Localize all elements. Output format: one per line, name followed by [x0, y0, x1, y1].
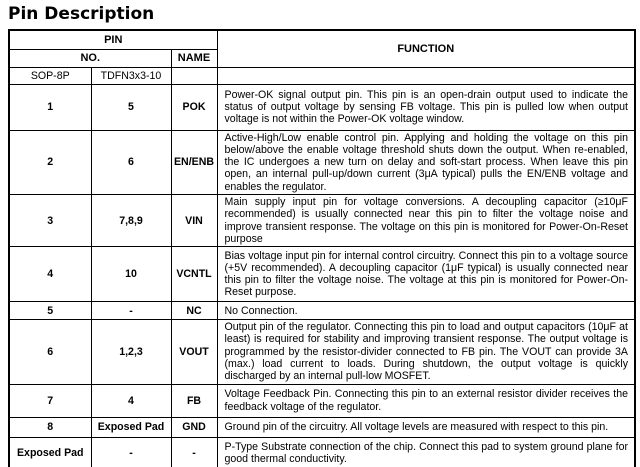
table-row	[9, 437, 635, 467]
header-row-pin	[9, 30, 635, 49]
cell-function: P-Type Substrate connection of the chip. Connect this pad to system ground plane for good thermal conductivity.	[217, 437, 635, 467]
cell-sop-8p: 4	[9, 247, 91, 302]
table-row	[9, 384, 635, 417]
header-no: NO.	[9, 49, 171, 67]
cell-tdfn3x3-10: Exposed Pad	[91, 417, 171, 437]
page-title: Pin Description	[8, 4, 155, 24]
table-row	[9, 247, 635, 302]
cell-pin-name: -	[171, 437, 217, 467]
cell-function: Power-OK signal output pin. This pin is an open-drain output used to indicate the status of output voltage by sensing FB voltage. This pin is pulled low when output voltage is not within the Power-OK voltage window.	[217, 84, 635, 130]
table-row	[9, 417, 635, 437]
cell-sop-8p: 5	[9, 302, 91, 320]
cell-function: Active-High/Low enable control pin. Applying and holding the voltage on this pin below/above the enable voltage threshold shuts down the output. When re-enabled, the IC undergoes a new turn on delay and soft-start process. When leave this pin open, an internal pull-up/down current (3μA typical) pulls the EN/ENB voltage and enables the regulator.	[217, 130, 635, 194]
header-row-packages	[9, 67, 635, 84]
cell-pin-name: POK	[171, 84, 217, 130]
cell-pin-name: VCNTL	[171, 247, 217, 302]
header-name: NAME	[171, 49, 217, 67]
cell-function: Output pin of the regulator. Connecting this pin to load and output capacitors (10μF at least) is required for stability and improving transient response. The output voltage is programmed by the resistor-divider connected to FB pin. The VOUT can provide 3A (max.) load current to loads. During shutdown, the output voltage is quickly discharged by an internal pull-low MOSFET.	[217, 320, 635, 384]
cell-tdfn3x3-10: 10	[91, 247, 171, 302]
cell-pin-name: VIN	[171, 194, 217, 246]
cell-pin-name: VOUT	[171, 320, 217, 384]
header-pin: PIN	[9, 30, 217, 49]
cell-pin-name: EN/ENB	[171, 130, 217, 194]
cell-tdfn3x3-10: 4	[91, 384, 171, 417]
cell-tdfn3x3-10: 6	[91, 130, 171, 194]
cell-function: No Connection.	[217, 302, 635, 320]
cell-sop-8p: Exposed Pad	[9, 437, 91, 467]
header-function: FUNCTION	[217, 30, 635, 67]
cell-sop-8p: 8	[9, 417, 91, 437]
table-row	[9, 84, 635, 130]
table-row	[9, 302, 635, 320]
cell-tdfn3x3-10: -	[91, 437, 171, 467]
cell-pin-name: FB	[171, 384, 217, 417]
table-row	[9, 320, 635, 384]
header-function-spacer	[217, 67, 635, 84]
header-tdfn3x3-10: TDFN3x3-10	[91, 67, 171, 84]
cell-tdfn3x3-10: -	[91, 302, 171, 320]
cell-sop-8p: 7	[9, 384, 91, 417]
cell-sop-8p: 1	[9, 84, 91, 130]
cell-sop-8p: 3	[9, 194, 91, 246]
cell-tdfn3x3-10: 5	[91, 84, 171, 130]
cell-function: Ground pin of the circuitry. All voltage levels are measured with respect to this pin.	[217, 417, 635, 437]
cell-pin-name: NC	[171, 302, 217, 320]
cell-sop-8p: 2	[9, 130, 91, 194]
cell-sop-8p: 6	[9, 320, 91, 384]
cell-function: Main supply input pin for voltage conversions. A decoupling capacitor (≥10μF recommended) is usually connected near this pin to filter the voltage noise and improve transient response. The voltage on this pin is monitored for Power-On-Reset purpose	[217, 194, 635, 246]
cell-function: Bias voltage input pin for internal control circuitry. Connect this pin to a voltage source (+5V recommended). A decoupling capacitor (1μF typical) is usually connected near this pin to filter the voltage noise. The voltage at this pin is monitored for Power-On-Reset purpose.	[217, 247, 635, 302]
cell-tdfn3x3-10: 7,8,9	[91, 194, 171, 246]
cell-function: Voltage Feedback Pin. Connecting this pin to an external resistor divider receives the feedback voltage of the regulator.	[217, 384, 635, 417]
table-row	[9, 130, 635, 194]
header-sop-8p: SOP-8P	[9, 67, 91, 84]
cell-tdfn3x3-10: 1,2,3	[91, 320, 171, 384]
cell-pin-name: GND	[171, 417, 217, 437]
table-row	[9, 194, 635, 246]
pin-description-table	[8, 29, 636, 467]
header-name-spacer	[171, 67, 217, 84]
